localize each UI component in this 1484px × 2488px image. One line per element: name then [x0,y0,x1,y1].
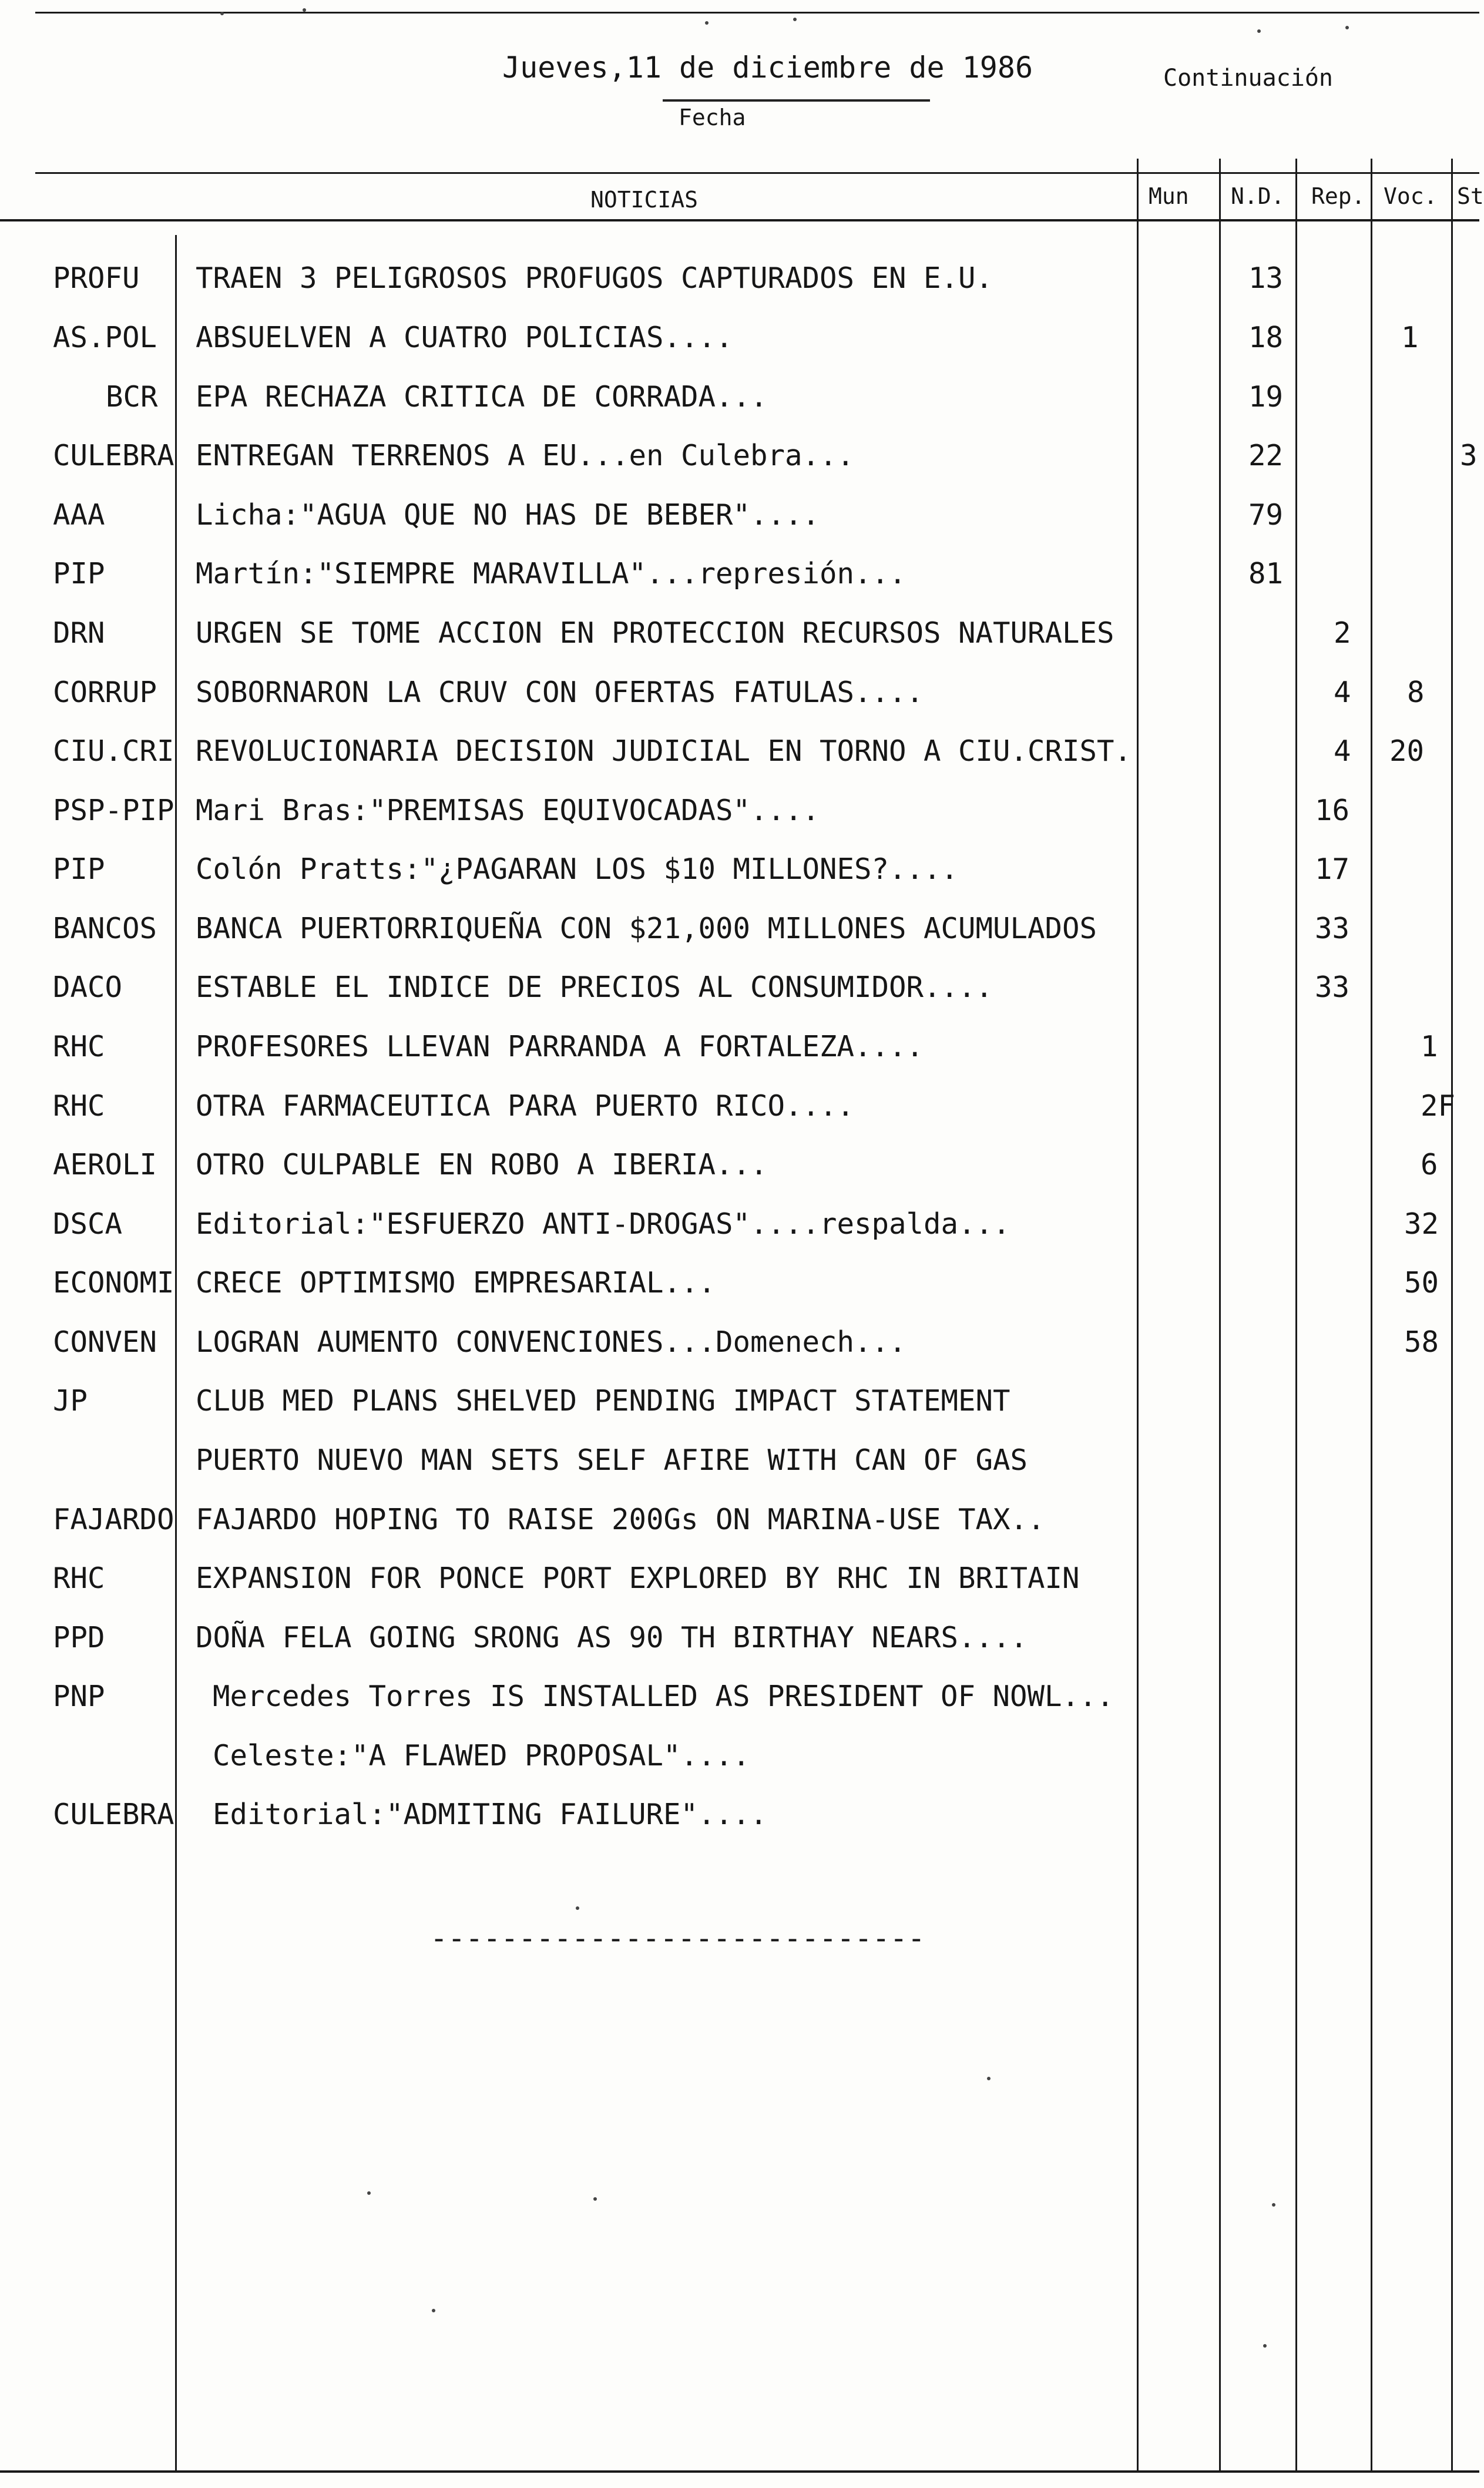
page-bottom-rule [0,2470,1479,2473]
date-caption: Fecha [679,105,746,130]
column-header-voc: Voc. [1384,183,1438,209]
column-header-st: St [1457,183,1484,209]
scan-speck [220,12,224,15]
row-tag: PSP-PIP [53,794,174,827]
row-title: PROFESORES LLEVAN PARRANDA A FORTALEZA.... [196,1030,924,1063]
list-item [0,1266,1479,1325]
row-tag: PROFU [53,261,140,295]
row-nd: 79 [1248,498,1284,532]
row-voc: 32 [1404,1207,1439,1241]
section-separator: ---------------------------- [430,1921,925,1955]
row-voc: 6 [1421,1148,1438,1181]
scan-speck [793,18,797,21]
row-title: Martín:"SIEMPRE MARAVILLA"...represión... [196,557,906,590]
list-item [0,912,1479,971]
row-voc: 58 [1404,1325,1439,1359]
row-rep: 33 [1315,971,1350,1004]
table-top-border [35,172,1479,174]
list-item [0,557,1479,616]
list-item [0,971,1479,1029]
row-title: TRAEN 3 PELIGROSOS PROFUGOS CAPTURADOS EN E.U. [196,261,993,295]
row-rep: 17 [1315,852,1350,886]
row-tag: PPD [53,1621,105,1654]
row-rep: 33 [1315,912,1350,945]
scan-speck [987,2077,991,2080]
column-header-noticias: NOTICIAS [590,187,699,213]
row-tag: BANCOS [53,912,157,945]
row-tag: AAA [53,498,105,532]
row-title: CRECE OPTIMISMO EMPRESARIAL... [196,1266,716,1300]
row-title: PUERTO NUEVO MAN SETS SELF AFIRE WITH CAN OF GAS [196,1443,1028,1477]
column-header-nd: N.D. [1231,183,1285,209]
row-nd: 22 [1248,439,1284,472]
row-title: Editorial:"ADMITING FAILURE".... [213,1798,768,1831]
scan-speck [576,1906,579,1910]
list-item [0,734,1479,793]
list-item [0,321,1479,380]
row-title: OTRO CULPABLE EN ROBO A IBERIA... [196,1148,768,1181]
page-top-rule [35,12,1479,14]
row-nd: 13 [1248,261,1284,295]
row-voc: 20 [1389,734,1425,768]
list-item [0,498,1479,557]
row-title: Mari Bras:"PREMISAS EQUIVOCADAS".... [196,794,820,827]
list-item [0,1798,1479,1856]
row-rep: 4 [1334,734,1351,768]
list-item [0,1739,1479,1798]
row-tag: DACO [53,971,123,1004]
row-title: ENTREGAN TERRENOS A EU...en Culebra... [196,439,855,472]
row-voc: 1 [1421,1030,1438,1063]
row-nd: 19 [1248,380,1284,414]
row-tag: RHC [53,1089,105,1123]
row-title: Editorial:"ESFUERZO ANTI-DROGAS"....respalda... [196,1207,1010,1241]
row-st: 3 [1460,439,1478,472]
row-tag: BCR [106,380,158,414]
list-item [0,1562,1479,1620]
row-tag: AS.POL [53,321,157,354]
list-item [0,676,1479,734]
list-item [0,1443,1479,1502]
list-item [0,439,1479,498]
document-date: Jueves,11 de diciembre de 1986 [502,51,1033,85]
row-title: ESTABLE EL INDICE DE PRECIOS AL CONSUMIDOR.... [196,971,993,1004]
row-title: Licha:"AGUA QUE NO HAS DE BEBER".... [196,498,820,532]
list-item [0,1680,1479,1738]
list-item [0,1089,1479,1148]
row-title: Celeste:"A FLAWED PROPOSAL".... [213,1739,750,1772]
scan-speck [1263,2344,1267,2348]
list-item [0,1621,1479,1680]
list-item [0,1148,1479,1207]
row-rep: 2 [1334,616,1351,650]
scan-speck [303,8,306,12]
row-title: FAJARDO HOPING TO RAISE 200Gs ON MARINA-USE TAX.. [196,1503,1045,1536]
row-tag: CORRUP [53,676,157,709]
row-tag: PNP [53,1680,105,1713]
row-title: Mercedes Torres IS INSTALLED AS PRESIDENT OF NOWL... [213,1680,1114,1713]
scan-speck [705,21,709,25]
row-tag: AEROLI [53,1148,157,1181]
row-title: BANCA PUERTORRIQUEÑA CON $21,000 MILLONES ACUMULADOS [196,912,1097,945]
row-title: EXPANSION FOR PONCE PORT EXPLORED BY RHC IN BRITAIN [196,1562,1080,1595]
row-nd: 18 [1248,321,1284,354]
row-nd: 81 [1248,557,1284,590]
list-item [0,261,1479,320]
row-voc: 2F [1421,1089,1456,1123]
row-title: OTRA FARMACEUTICA PARA PUERTO RICO.... [196,1089,855,1123]
row-title: DOÑA FELA GOING SRONG AS 90 TH BIRTHAY NEARS.... [196,1621,1028,1654]
row-tag: CIU.CRI [53,734,174,768]
row-title: SOBORNARON LA CRUV CON OFERTAS FATULAS.... [196,676,924,709]
row-title: URGEN SE TOME ACCION EN PROTECCION RECURSOS NATURALES [196,616,1114,650]
scan-speck [1257,29,1261,33]
scan-speck [367,2191,371,2195]
row-voc: 50 [1404,1266,1439,1300]
row-title: Colón Pratts:"¿PAGARAN LOS $10 MILLONES?.... [196,852,959,886]
list-item [0,1503,1479,1562]
list-item [0,794,1479,852]
row-title: ABSUELVEN A CUATRO POLICIAS.... [196,321,733,354]
list-item [0,616,1479,675]
scan-speck [593,2197,597,2201]
row-title: REVOLUCIONARIA DECISION JUDICIAL EN TORNO A CIU.CRIST. [196,734,1132,768]
scan-speck [1272,2203,1275,2207]
date-underline [663,99,930,102]
row-tag: PIP [53,852,105,886]
row-tag: CULEBRA [53,439,174,472]
header-bottom-border [0,219,1479,221]
row-title: CLUB MED PLANS SHELVED PENDING IMPACT STATEMENT [196,1384,1010,1418]
list-item [0,1325,1479,1384]
row-voc: 1 [1401,321,1419,354]
row-tag: RHC [53,1562,105,1595]
row-tag: RHC [53,1030,105,1063]
column-header-rep: Rep. [1311,183,1365,209]
row-title: EPA RECHAZA CRITICA DE CORRADA... [196,380,768,414]
list-item [0,852,1479,911]
list-item [0,1030,1479,1089]
continuation-label: Continuación [1163,65,1333,92]
row-tag: CONVEN [53,1325,157,1359]
row-tag: CULEBRA [53,1798,174,1831]
row-tag: FAJARDO [53,1503,174,1536]
column-header-mun: Mun [1149,183,1189,209]
list-item [0,380,1479,439]
row-rep: 4 [1334,676,1351,709]
scan-speck [432,2309,435,2312]
row-title: LOGRAN AUMENTO CONVENCIONES...Domenech... [196,1325,906,1359]
row-tag: DRN [53,616,105,650]
row-voc: 8 [1407,676,1425,709]
row-tag: PIP [53,557,105,590]
row-rep: 16 [1315,794,1350,827]
list-item [0,1384,1479,1443]
row-tag: DSCA [53,1207,123,1241]
row-tag: ECONOMI [53,1266,174,1300]
scan-speck [1345,26,1349,29]
row-tag: JP [53,1384,88,1418]
list-item [0,1207,1479,1266]
